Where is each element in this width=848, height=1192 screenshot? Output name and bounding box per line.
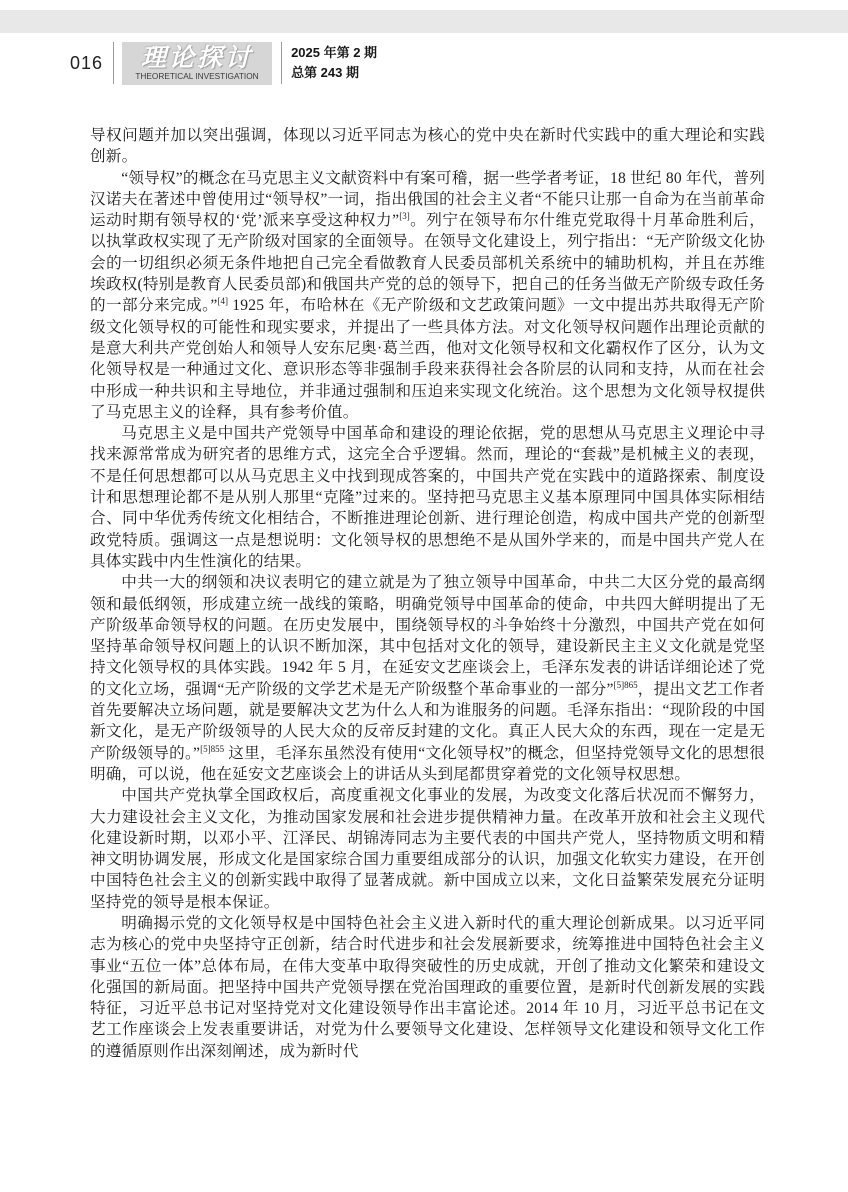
page-header [70,40,377,86]
journal-logo-chinese: 理论探讨 [141,42,254,72]
issue-number: 2025 年第 2 期 [291,45,378,60]
page-number: 016 [70,52,104,73]
citation-ref: [5]855 [200,743,225,754]
paragraph: “领导权”的概念在马克思主义文献资料中有案可稽，据一些学者考证，18 世纪 80 年代，普列汉诺夫在著述中曾使用过“领导权”一词，指出俄国的社会主义者“不能只让那一自命为在当前革命运动时期有领导权的‘党’派来享受这种权力”[3]。列宁在领导布尔什维克党取得十月革命胜利后，以执掌政权实现了无产阶级对国家的全面领导。在领导文化建设上，列宁指出：“无产阶级文化协会的一切组织必须无条件地把自己完全看做教育人民委员部机关系统中的辅助机构，并且在苏维埃政权(特别是教育人民委员部)和俄国共产党的总的领导下，把自己的任务当做无产阶级专政任务的一部分来完成。”[4] 1925 年，布哈林在《无产阶级和文艺政策问题》一文中提出苏共取得无产阶级文化领导权的可能性和现实要求，并提出了一些具体方法。对文化领导权问题作出理论贡献的是意大利共产党创始人和领导人安东尼奥·葛兰西，他对文化领导权和文化霸权作了区分，认为文化领导权是一种通过文化、意识形态等非强制手段来获得社会各阶层的认同和支持，从而在社会中形成一种共识和主导地位，并非通过强制和压迫来实现文化统治。这个思想为文化领导权提供了马克思主义的诠释，具有参考价值。 [90,169,766,421]
header-divider-left [113,42,114,84]
journal-logo-english: THEORETICAL INVESTIGATION [135,70,259,81]
paragraph: 马克思主义是中国共产党领导中国革命和建设的理论依据，党的思想从马克思主义理论中寻找来源常常成为研究者的思维方式，这完全合乎逻辑。然而，理论的“套裁”是机械主义的表现，不是任何思想都可以从马克思主义中找到现成答案的，中国共产党在实践中的道路探索、制度设计和思想理论都不是从别人那里“克隆”过来的。坚持把马克思主义基本原理同中国具体实际相结合、同中华优秀传统文化相结合，不断推进理论创新、进行理论创造，构成中国共产党的创新型政党特质。强调这一点是想说明：文化领导权的思想绝不是从国外学来的，而是中国共产党人在具体实践中内生性演化的结果。 [90,425,765,570]
citation-ref: [5]865 [613,679,638,690]
paragraph: 导权问题并加以突出强调，体现以习近平同志为核心的党中央在新时代实践中的重大理论和实践创新。 [90,127,765,166]
journal-logo [122,42,272,85]
paragraph: 明确揭示党的文化领导权是中国特色社会主义进入新时代的重大理论创新成果。以习近平同志为核心的党中央坚持守正创新，结合时代进步和社会发展新要求，统筹推进中国特色社会主义事业“五位一体”总体布局，在伟大变革中取得突破性的历史成就，开创了推动文化繁荣和建设文化强国的新局面。把坚持中国共产党领导摆在党治国理政的重要位置，是新时代创新发展的实践特征，习近平总书记对坚持党对文化建设领导作出丰富论述。2014 年 10 月，习近平总书记在文艺工作座谈会上发表重要讲话，对党为什么要领导文化建设、怎样领导文化建设和领导文化工作的遵循原则作出深刻阐述，成为新时代 [90,914,765,1060]
issue-info [281,42,377,84]
paragraph: 中共一大的纲领和决议表明它的建立就是为了独立领导中国革命，中共二大区分党的最高纲领和最低纲领，形成建立统一战线的策略，明确党领导中国革命的使命，中共四大鲜明提出了无产阶级革命领导权的问题。在历史发展中，围绕领导权的斗争始终十分激烈，中国共产党在如何坚持革命领导权问题上的认识不断加深，其中包括对文化的领导，建设新民主主义文化就是党坚持文化领导权的具体实践。1942 年 5 月，在延安文艺座谈会上，毛泽东发表的讲话详细论述了党的文化立场，强调“无产阶级的文学艺术是无产阶级整个革命事业的一部分”$^{[5]865}$，提出文艺工作者首先要解决立场问题，就是要解决文艺为什么人和为谁服务的问题。毛泽东指出：“现阶段的中国新文化，是无产阶级领导的人民大众的反帝反封建的文化。真正人民大众的东西，现在一定是无产阶级领导的。”$^{[5]855}$ 这里，毛泽东虽然没有使用“文化领导权”的概念，但坚持党领导文化的思想很明确，可以说，他在延安文艺座谈会上的讲话从头到尾都贯穿着党的文化领导权思想。 [90,574,765,783]
top-band [0,10,848,33]
article-body [90,125,765,1062]
citation-ref: [3] [399,211,410,221]
issue-total-number: 总第 243 期 [291,65,359,80]
citation-ref: [4] [217,296,228,307]
paragraph: 中国共产党执掌全国政权后，高度重视文化事业的发展，为改变文化落后状况而不懈努力，大力建设社会主义文化，为推动国家发展和社会进步提供精神力量。在改革开放和社会主义现代化建设新时期，以邓小平、江泽民、胡锦涛同志为主要代表的中国共产党人，坚持物质文明和精神文明协调发展，形成文化是国家综合国力重要组成部分的认识，加强文化软实力建设，在开创中国特色社会主义的创新实践中取得了显著成就。新中国成立以来，文化日益繁荣发展充分证明坚持党的领导是根本保证。 [90,787,765,911]
